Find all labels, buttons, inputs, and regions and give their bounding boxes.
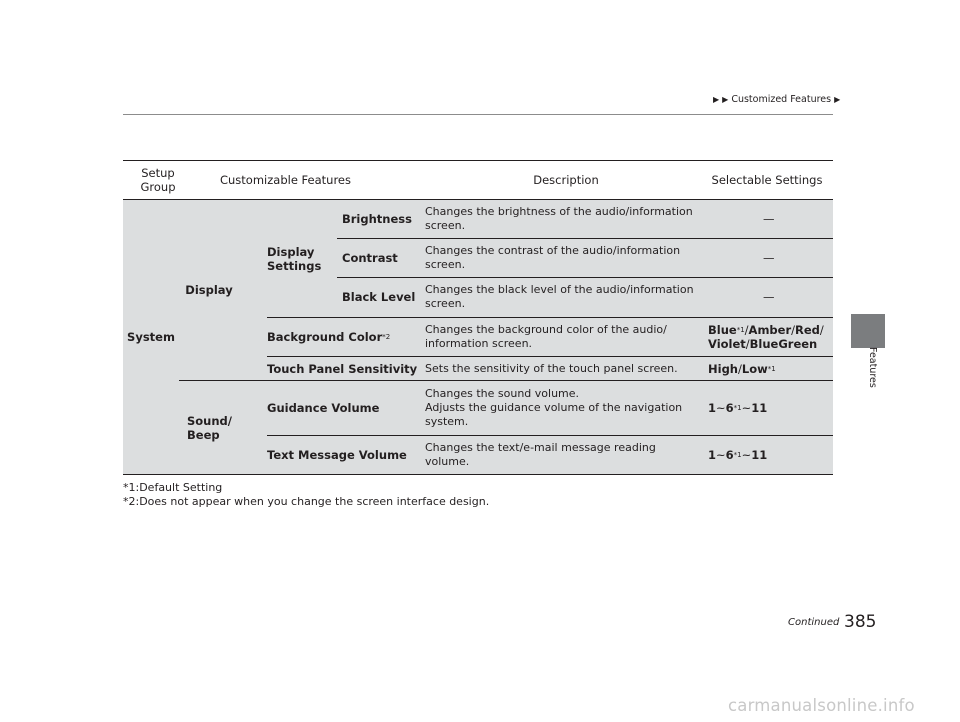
desc-line: Changes the sound volume. [425, 387, 580, 400]
setting-contrast: — [763, 251, 775, 265]
footnote-ref: *1 [733, 451, 742, 459]
option-low: Low [741, 361, 768, 376]
desc-contrast: Changes the contrast of the audio/information screen. [425, 244, 681, 271]
desc-brightness: Changes the brightness of the audio/information screen. [425, 205, 693, 232]
footnote-ref: *1 [733, 404, 742, 412]
setting-black-level: — [763, 290, 775, 304]
table-bottom-rule [123, 474, 833, 475]
setting-background-color [708, 318, 833, 356]
feature-guidance-volume: Guidance Volume [267, 401, 380, 415]
header-selectable-settings: Selectable Settings [711, 173, 823, 187]
range-tilde: ~ [716, 448, 726, 462]
setting-brightness: — [763, 212, 775, 226]
range-default: 6 [725, 448, 734, 462]
desc-text-message-volume: Changes the text/e-mail message reading volume. [425, 441, 656, 468]
breadcrumb [713, 94, 840, 105]
footnote-1: *1:Default Setting [123, 481, 223, 494]
range-default: 6 [725, 401, 734, 415]
feature-brightness: Brightness [342, 212, 412, 226]
group-system: System [127, 330, 175, 344]
setting-text-message-volume [708, 436, 833, 474]
triangle-right-icon: ▶ [713, 95, 720, 104]
subgroup-display-settings: Display Settings [267, 245, 322, 273]
header-customizable-features: Customizable Features [219, 173, 351, 187]
separator: / [738, 361, 742, 376]
footnote-2: *2:Does not appear when you change the screen interface design. [123, 495, 490, 508]
separator: / [745, 337, 750, 351]
range-min: 1 [708, 448, 717, 462]
option-amber: Amber [748, 323, 792, 337]
feature-contrast: Contrast [342, 251, 398, 265]
option-violet: Violet [708, 337, 746, 351]
watermark: carmanualsonline.info [728, 696, 915, 715]
footnote-ref: *1 [767, 364, 776, 373]
triangle-right-icon: ▶ [834, 95, 841, 104]
footnote-ref: *1 [736, 326, 745, 334]
triangle-right-icon: ▶ [722, 95, 729, 104]
feature-black-level: Black Level [342, 290, 416, 304]
option-blue: Blue [708, 323, 737, 337]
feature-touch-panel-sensitivity: Touch Panel Sensitivity [267, 361, 418, 376]
separator: / [791, 323, 796, 337]
page-number: 385 [844, 612, 877, 632]
separator: / [819, 323, 824, 337]
desc-touch-panel: Sets the sensitivity of the touch panel screen. [425, 361, 678, 375]
header-rule [123, 114, 833, 115]
range-tilde: ~ [741, 401, 752, 415]
desc-black-level: Changes the black level of the audio/information screen. [425, 283, 694, 310]
breadcrumb-label: Customized Features [731, 94, 832, 105]
section-label: Features [867, 346, 878, 388]
option-bluegreen: BlueGreen [749, 337, 818, 351]
subgroup-sound-beep: Sound/ Beep [187, 413, 232, 442]
range-min: 1 [708, 401, 717, 415]
header-setup-group: Setup Group [140, 166, 176, 194]
range-max: 11 [751, 401, 768, 415]
option-high: High [708, 361, 738, 376]
header-description: Description [533, 173, 599, 187]
setting-touch-panel [708, 357, 833, 380]
setting-guidance-volume [708, 381, 833, 435]
range-tilde: ~ [741, 448, 752, 462]
desc-background-color: Changes the background color of the audio/ information screen. [425, 323, 667, 350]
desc-guidance-volume [425, 381, 695, 435]
separator: / [744, 323, 749, 337]
feature-background-color [267, 318, 422, 356]
subgroup-display: Display [185, 283, 233, 297]
range-max: 11 [751, 448, 768, 462]
range-tilde: ~ [716, 401, 726, 415]
option-red: Red [795, 323, 820, 337]
feature-text-message-volume: Text Message Volume [267, 448, 407, 462]
desc-line: Adjusts the guidance volume of the navigation system. [425, 401, 683, 428]
continued-label: Continued [788, 617, 840, 628]
feature-background-color-label: Background Color [267, 330, 383, 344]
footnote-ref: *2 [382, 333, 391, 341]
